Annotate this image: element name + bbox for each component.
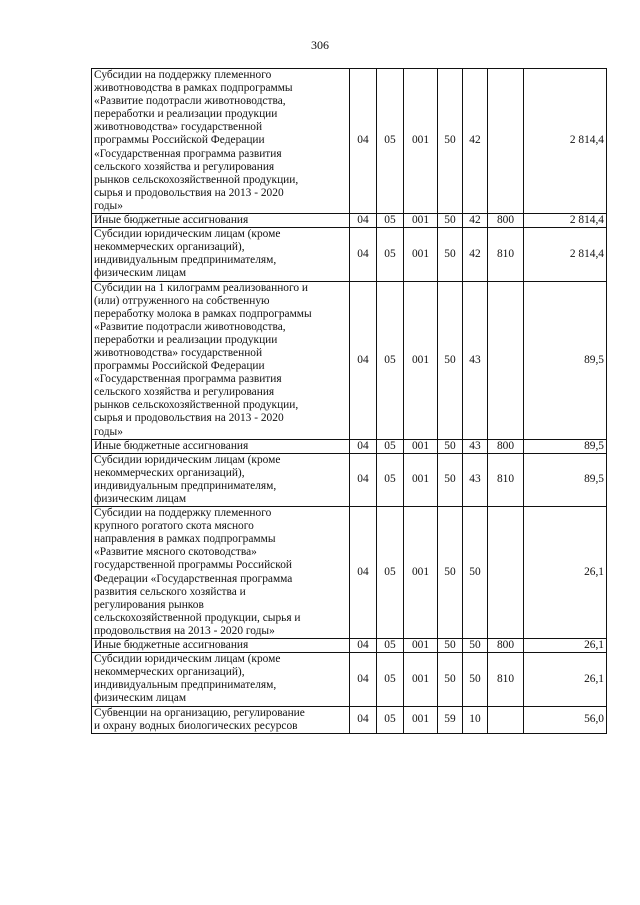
target-article-code-3: 42 [463,214,488,228]
page-number: 306 [311,38,329,52]
target-article-code-2: 50 [438,653,463,706]
amount-value: 26,1 [524,639,607,653]
target-article-code-1: 001 [404,507,438,639]
row-description: Субсидии юридическим лицам (кроме некоммерческих организаций), индивидуальным предпринимателям, физическим лицам [92,653,350,706]
row-description: Субсидии на поддержку племенного крупного рогатого скота мясного направления в рамках подпрограммы «Развитие мясного скотоводства» государственной программы Российской Федерации «Государственная программа развития сельского хозяйства и регулирования рынков сельскохозяйственной продукции, сырья и продовольствия на 2013 - 2020 годы» [92,507,350,639]
target-article-code-1: 001 [404,69,438,214]
section-code: 04 [350,507,377,639]
row-description: Иные бюджетные ассигнования [92,214,350,228]
target-article-code-3: 43 [463,453,488,506]
target-article-code-3: 43 [463,281,488,439]
table-row [92,706,607,733]
table-row [92,281,607,439]
section-code: 04 [350,453,377,506]
row-description: Субсидии на поддержку племенного животноводства в рамках подпрограммы «Развитие подотрасли животноводства, переработки и реализации продукции животноводства» государственной программы Российской Федерации «Государственная программа развития сельского хозяйства и регулирования рынков сельскохозяйственной продукции, сырья и продовольствия на 2013 - 2020 годы» [92,69,350,214]
amount-value: 89,5 [524,453,607,506]
section-code: 04 [350,281,377,439]
row-description: Иные бюджетные ассигнования [92,439,350,453]
expense-type-code [488,69,524,214]
table-row [92,453,607,506]
amount-value: 89,5 [524,439,607,453]
target-article-code-2: 50 [438,507,463,639]
target-article-code-2: 50 [438,639,463,653]
subsection-code: 05 [377,653,404,706]
target-article-code-1: 001 [404,214,438,228]
section-code: 04 [350,706,377,733]
subsection-code: 05 [377,639,404,653]
target-article-code-2: 50 [438,214,463,228]
amount-value: 89,5 [524,281,607,439]
section-code: 04 [350,228,377,281]
expense-type-code [488,507,524,639]
row-description: Иные бюджетные ассигнования [92,639,350,653]
target-article-code-1: 001 [404,281,438,439]
subsection-code: 05 [377,228,404,281]
expense-type-code [488,281,524,439]
target-article-code-3: 43 [463,439,488,453]
amount-value: 26,1 [524,653,607,706]
target-article-code-2: 50 [438,453,463,506]
amount-value: 2 814,4 [524,69,607,214]
expense-type-code: 800 [488,439,524,453]
section-code: 04 [350,639,377,653]
target-article-code-3: 10 [463,706,488,733]
target-article-code-1: 001 [404,706,438,733]
amount-value: 2 814,4 [524,228,607,281]
subsection-code: 05 [377,69,404,214]
amount-value: 56,0 [524,706,607,733]
target-article-code-2: 50 [438,228,463,281]
table-row [92,653,607,706]
expense-type-code: 800 [488,639,524,653]
section-code: 04 [350,214,377,228]
subsection-code: 05 [377,214,404,228]
budget-table [91,68,607,734]
amount-value: 26,1 [524,507,607,639]
section-code: 04 [350,439,377,453]
expense-type-code [488,706,524,733]
section-code: 04 [350,653,377,706]
target-article-code-1: 001 [404,453,438,506]
expense-type-code: 800 [488,214,524,228]
table-row [92,214,607,228]
target-article-code-3: 50 [463,507,488,639]
expense-type-code: 810 [488,653,524,706]
subsection-code: 05 [377,453,404,506]
amount-value: 2 814,4 [524,214,607,228]
target-article-code-2: 50 [438,439,463,453]
row-description: Субсидии юридическим лицам (кроме некоммерческих организаций), индивидуальным предпринимателям, физическим лицам [92,453,350,506]
row-description: Субвенции на организацию, регулирование и охрану водных биологических ресурсов [92,706,350,733]
row-description: Субсидии юридическим лицам (кроме некоммерческих организаций), индивидуальным предпринимателям, физическим лицам [92,228,350,281]
expense-type-code: 810 [488,453,524,506]
expense-type-code: 810 [488,228,524,281]
target-article-code-1: 001 [404,653,438,706]
subsection-code: 05 [377,706,404,733]
row-description: Субсидии на 1 килограмм реализованного и (или) отгруженного на собственную переработку молока в рамках подпрограммы «Развитие подотрасли животноводства, переработки и реализации продукции животноводства» государственной программы Российской Федерации «Государственная программа развития сельского хозяйства и регулирования рынков сельскохозяйственной продукции, сырья и продовольствия на 2013 - 2020 годы» [92,281,350,439]
section-code: 04 [350,69,377,214]
target-article-code-1: 001 [404,439,438,453]
target-article-code-2: 50 [438,69,463,214]
subsection-code: 05 [377,507,404,639]
table-row [92,228,607,281]
target-article-code-3: 50 [463,639,488,653]
target-article-code-1: 001 [404,639,438,653]
target-article-code-2: 50 [438,281,463,439]
target-article-code-2: 59 [438,706,463,733]
target-article-code-3: 42 [463,228,488,281]
table-row [92,507,607,639]
table-row [92,69,607,214]
table-row [92,439,607,453]
target-article-code-3: 42 [463,69,488,214]
subsection-code: 05 [377,439,404,453]
target-article-code-3: 50 [463,653,488,706]
subsection-code: 05 [377,281,404,439]
table-row [92,639,607,653]
target-article-code-1: 001 [404,228,438,281]
